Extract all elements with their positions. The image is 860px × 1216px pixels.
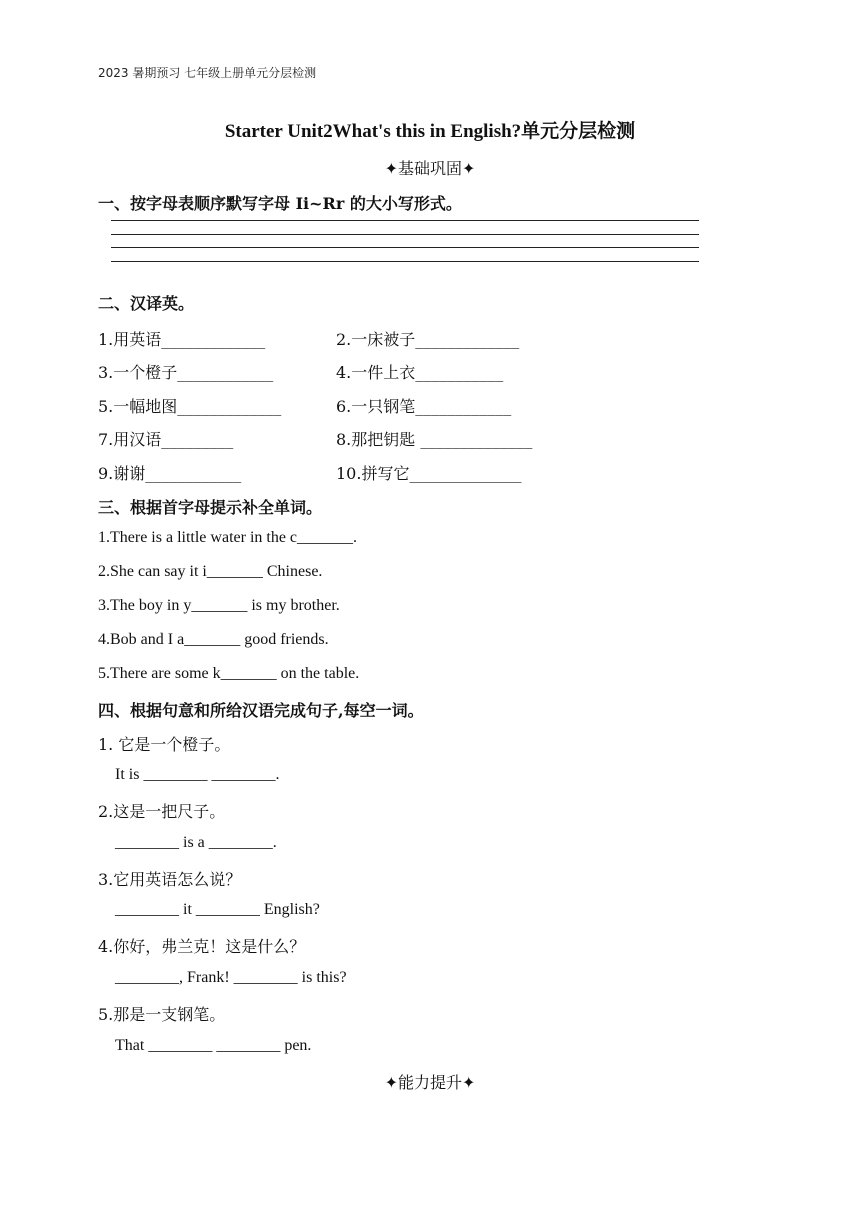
part3-title: 三、根据首字母提示补全单词。	[98, 498, 323, 517]
part2-item-2: 2.一床被子_____________	[336, 330, 520, 349]
section-basic-heading: ✦基础巩固✦	[384, 159, 476, 178]
part2-item-8: 8.那把钥匙 ______________	[336, 430, 533, 449]
part1-title: 一、按字母表顺序默写字母 Ii~Rr 的大小写形式。	[98, 194, 462, 213]
writing-line	[111, 234, 699, 235]
part2-item-10: 10.拼写它______________	[336, 464, 522, 483]
part4-item-4-en: ________, Frank! ________ is this?	[115, 969, 347, 986]
section-advanced-heading: ✦能力提升✦	[384, 1073, 476, 1092]
part2-title: 二、汉译英。	[98, 294, 195, 313]
part4-item-2-en: ________ is a ________.	[115, 834, 277, 851]
part4-item-5-cn: 5.那是一支钢笔。	[98, 1005, 226, 1024]
page-title: Starter Unit2What's this in English?单元分层检测	[224, 121, 636, 142]
part2-item-5: 5.一幅地图_____________	[98, 397, 282, 416]
part4-item-5-en: That ________ ________ pen.	[115, 1037, 312, 1054]
part3-item-3: 3.The boy in y_______ is my brother.	[98, 597, 340, 614]
part3-item-4: 4.Bob and I a_______ good friends.	[98, 631, 329, 648]
part2-item-1: 1.用英语_____________	[98, 330, 266, 349]
part4-item-3-en: ________ it ________ English?	[115, 901, 320, 918]
part2-item-4: 4.一件上衣___________	[336, 363, 504, 382]
part4-title: 四、根据句意和所给汉语完成句子,每空一词。	[98, 701, 424, 720]
part4-item-4-cn: 4.你好，弗兰克！这是什么？	[98, 937, 306, 956]
part4-item-1-cn: 1. 它是一个橙子。	[98, 735, 231, 754]
writing-line	[111, 261, 699, 262]
part3-item-2: 2.She can say it i_______ Chinese.	[98, 563, 323, 580]
part2-item-6: 6.一只钢笔____________	[336, 397, 512, 416]
writing-line	[111, 220, 699, 221]
writing-lines	[111, 220, 699, 274]
part2-item-3: 3.一个橙子____________	[98, 363, 274, 382]
page-header: 2023 暑期预习 七年级上册单元分层检测	[98, 66, 317, 80]
part3-item-5: 5.There are some k_______ on the table.	[98, 665, 360, 682]
part2-item-7: 7.用汉语_________	[98, 430, 234, 449]
part3-item-1: 1.There is a little water in the c_______.	[98, 529, 358, 546]
part4-item-2-cn: 2.这是一把尺子。	[98, 802, 226, 821]
writing-line	[111, 247, 699, 248]
part2-item-9: 9.谢谢____________	[98, 464, 242, 483]
part4-item-3-cn: 3.它用英语怎么说？	[98, 870, 242, 889]
part4-item-1-en: It is ________ ________.	[115, 766, 280, 783]
